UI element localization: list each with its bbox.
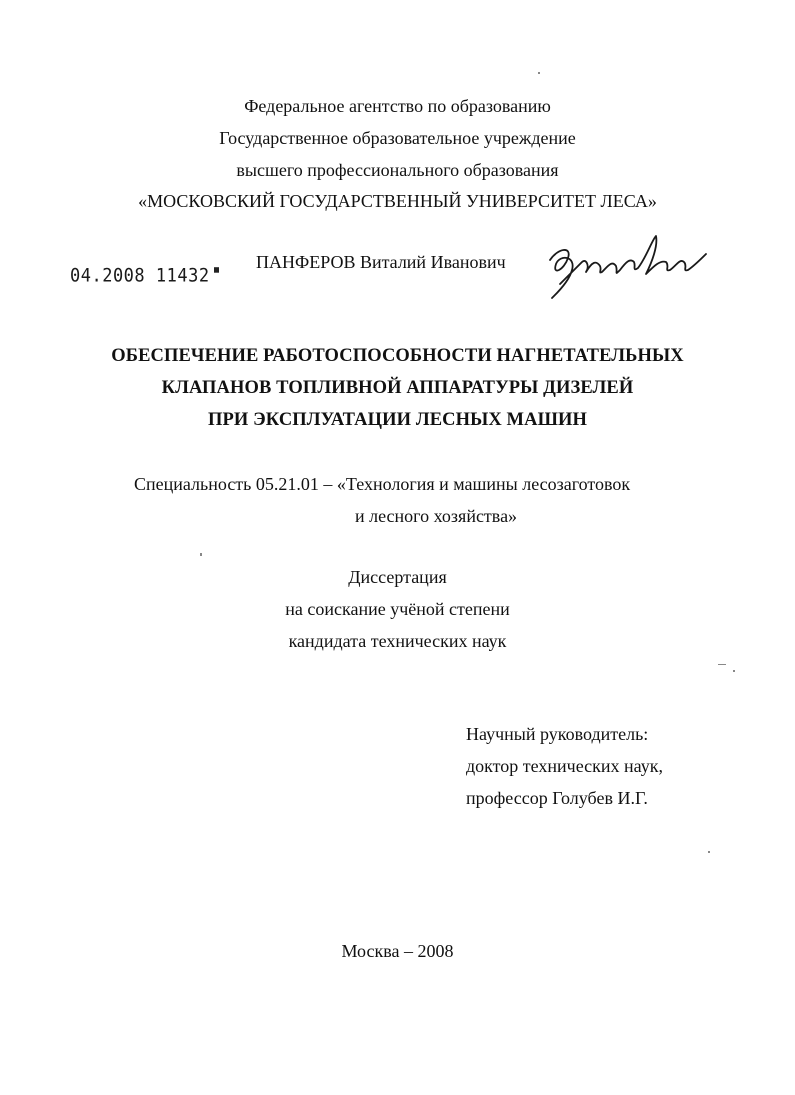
institution-line-4: «МОСКОВСКИЙ ГОСУДАРСТВЕННЫЙ УНИВЕРСИТЕТ ЛЕСА»: [138, 191, 657, 211]
degree-line-1: Диссертация: [348, 567, 447, 587]
supervisor-line-2: доктор технических наук,: [466, 756, 663, 776]
library-stamp-text: 04.2008 11432: [70, 265, 210, 287]
supervisor-line-1: Научный руководитель:: [466, 724, 649, 744]
institution-line-1: Федеральное агентство по образованию: [244, 96, 551, 116]
degree-line-3: кандидата технических наук: [288, 631, 507, 651]
title-line-1: ОБЕСПЕЧЕНИЕ РАБОТОСПОСОБНОСТИ НАГНЕТАТЕЛЬНЫХ: [111, 346, 684, 366]
library-stamp: [70, 265, 219, 287]
scan-speck: [538, 72, 540, 74]
author-signature: [542, 232, 712, 302]
scan-speck: [708, 851, 710, 853]
author-name: ПАНФЕРОВ Виталий Иванович: [256, 252, 506, 272]
title-line-2: КЛАПАНОВ ТОПЛИВНОЙ АППАРАТУРЫ ДИЗЕЛЕЙ: [161, 378, 634, 398]
place-year: Москва – 2008: [341, 941, 454, 961]
scan-speck: [200, 553, 202, 556]
specialty-line-1: Специальность 05.21.01 – «Технология и машины лесозаготовок: [134, 474, 631, 494]
supervisor-line-3: профессор Голубев И.Г.: [466, 788, 648, 808]
specialty-line-2: и лесного хозяйства»: [355, 506, 518, 526]
scan-speck: [718, 664, 726, 665]
stamp-dot: [214, 267, 219, 273]
scan-speck: [733, 670, 735, 672]
institution-line-2: Государственное образовательное учреждение: [219, 128, 576, 148]
degree-line-2: на соискание учёной степени: [285, 599, 510, 619]
title-line-3: ПРИ ЭКСПЛУАТАЦИИ ЛЕСНЫХ МАШИН: [208, 410, 587, 430]
institution-line-3: высшего профессионального образования: [236, 160, 559, 180]
